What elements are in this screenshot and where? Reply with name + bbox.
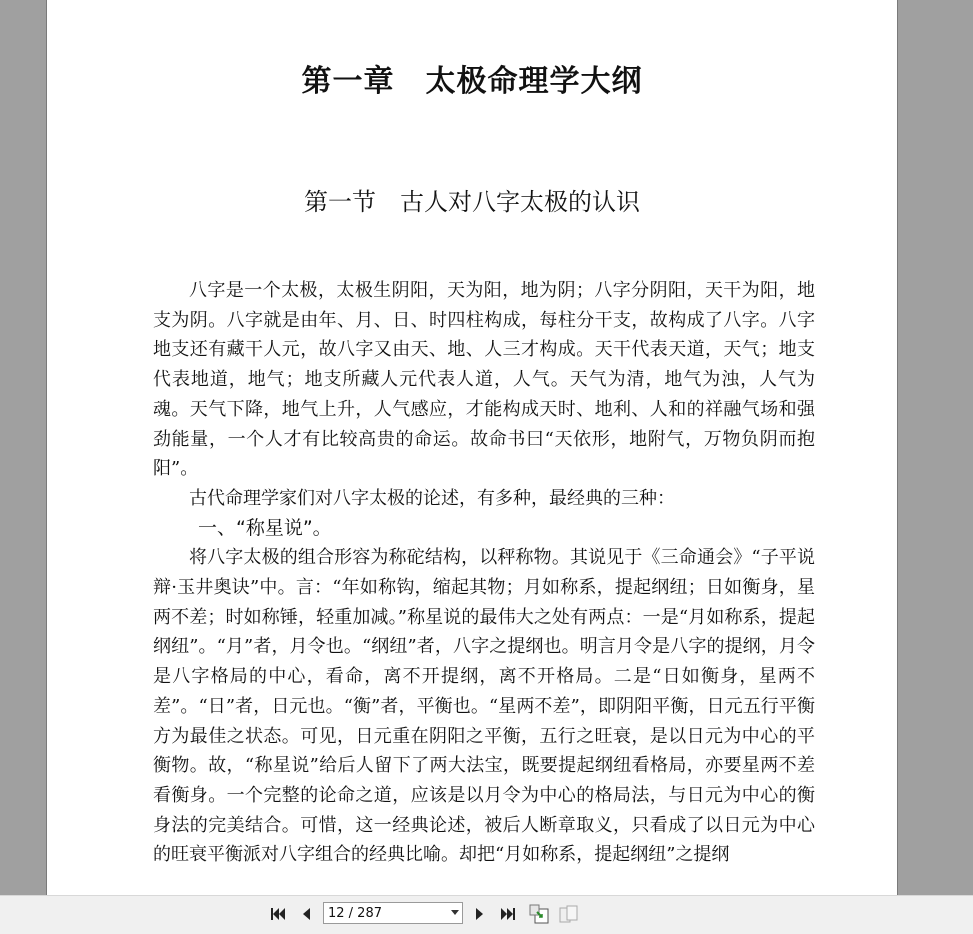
next-page-button[interactable] bbox=[471, 903, 489, 925]
prev-page-button[interactable] bbox=[297, 903, 315, 925]
chevron-down-icon bbox=[451, 910, 459, 915]
next-page-icon bbox=[473, 905, 487, 923]
first-page-icon bbox=[269, 905, 287, 923]
body-text bbox=[153, 276, 815, 870]
subheading: 一、“称星说”。 bbox=[198, 516, 332, 539]
viewer-toolbar bbox=[0, 895, 973, 934]
fit-page-icon bbox=[528, 903, 550, 925]
document-page bbox=[46, 0, 898, 895]
first-page-button[interactable] bbox=[268, 903, 288, 925]
two-page-button[interactable] bbox=[558, 903, 580, 925]
section-title: 第一节 古人对八字太极的认识 bbox=[304, 188, 640, 216]
page-indicator: 12 / 287 bbox=[328, 905, 382, 921]
last-page-button[interactable] bbox=[498, 903, 518, 925]
page-number-select[interactable] bbox=[323, 902, 463, 924]
paragraph: 八字是一个太极，太极生阴阳，天为阳，地为阴；八字分阴阳，天干为阳，地支为阴。八字就是由年、月、日、时四柱构成，每柱分干支，故构成了八字。八字地支还有藏干人元，故八字又由天、地、人三才构成。天干代表天道，天气；地支代表地道，地气；地支所藏人元代表人道，人气。天气为清，地气为浊，人气为魂。天气下降，地气上升，人气感应，才能构成天时、地利、人和的祥融气场和强劲能量，一个人才有比较高贵的命运。故命书曰“天依形，地附气，万物负阴而抱阳”。 bbox=[153, 280, 815, 480]
chapter-title: 第一章 太极命理学大纲 bbox=[301, 64, 643, 99]
prev-page-icon bbox=[299, 905, 313, 923]
paragraph: 将八字太极的组合形容为称砣结构，以秤称物。其说见于《三命通会》“子平说辩·玉井奥诀”中。言：“年如称钩，缩起其物；月如称系，提起纲纽；日如衡身，星两不差；时如称锤，轻重加减。”称星说的最伟大之处有两点：一是“月如称系，提起纲纽”。“月”者，月令也。“纲纽”者，八字之提纲也。明言月令是八字的提纲，月令是八字格局的中心，看命，离不开提纲，离不开格局。二是“日如衡身，星两不差”。“日”者，日元也。“衡”者，平衡也。“星两不差”，即阴阳平衡，日元五行平衡方为最佳之状态。可见，日元重在阴阳之平衡，五行之旺衰，是以日元为中心的平衡物。故，“称星说”给后人留下了两大法宝，既要提起纲纽看格局，亦要星两不差看衡身。一个完整的论命之道，应该是以月令为中心的格局法，与日元为中心的衡身法的完美结合。可惜，这一经典论述，被后人断章取义，只看成了以日元为中心的旺衰平衡派对八字组合的经典比喻。却把“月如称系，提起纲纽”之提纲 bbox=[153, 547, 815, 866]
two-page-icon bbox=[558, 903, 580, 925]
last-page-icon bbox=[499, 905, 517, 923]
fit-page-button[interactable] bbox=[528, 903, 550, 925]
paragraph: 古代命理学家们对八字太极的论述，有多种，最经典的三种： bbox=[189, 487, 675, 509]
